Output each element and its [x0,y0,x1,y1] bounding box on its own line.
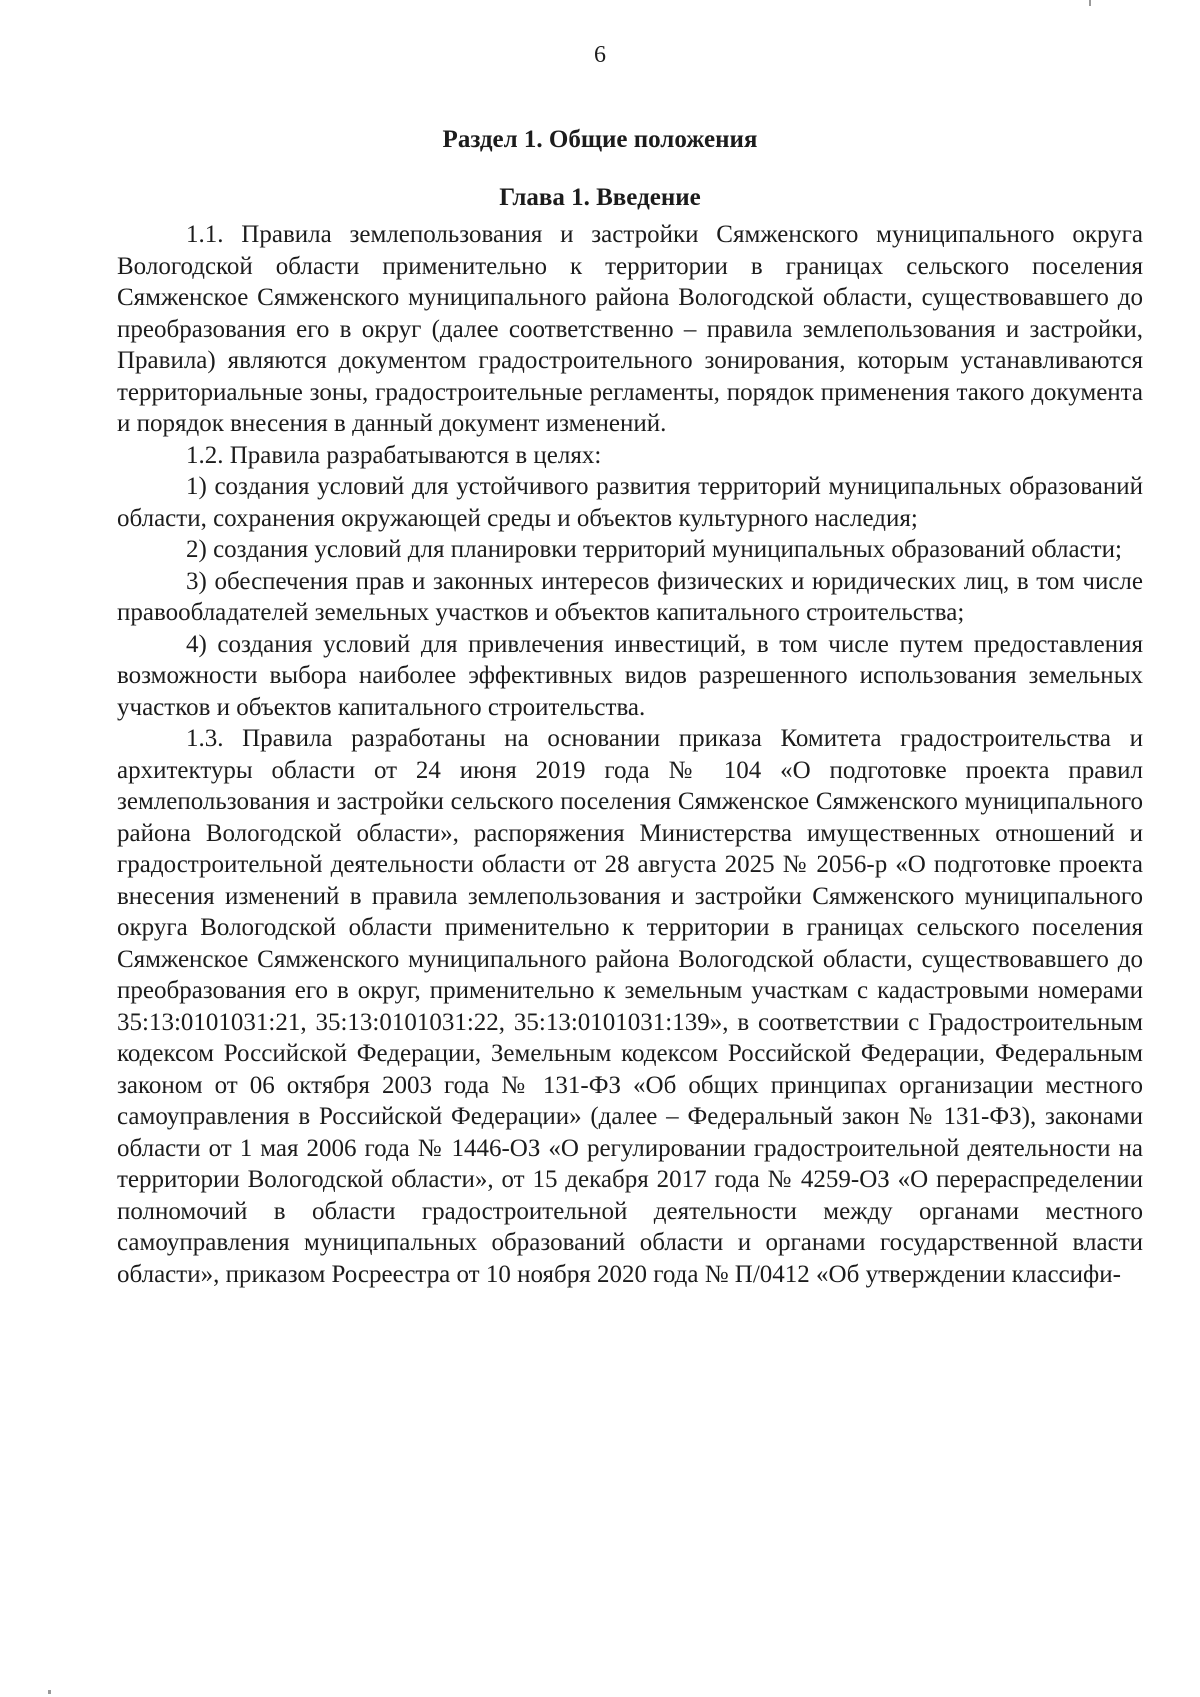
scan-edge-mark-bottom [48,1690,51,1694]
list-item-1: 1) создания условий для устойчивого развития территорий муниципальных образований области, сохранения окружающей среды и объектов культурного наследия; [117,473,1143,532]
paragraph-1-1: 1.1. Правила землепользования и застройки Сямженского муниципального округа Вологодской области применительно к территории в границах сельского поселения Сямженское Сямженского муниципального района Вологодской области, существовавшего до преобразования его в округ (далее соответственно – правила землепользования и застройки, Правила) являются документом градостроительного зонирования, которым устанавливаются территориальные зоны, градостроительные регламенты, порядок применения такого документа и порядок внесения в данный документ изменений. [117,221,1143,437]
document-body [117,219,1143,1290]
paragraph-1-2: 1.2. Правила разрабатываются в целях: [186,441,602,469]
scan-edge-mark-top [1089,0,1091,6]
section-title: Раздел 1. Общие положения [442,126,758,153]
list-item-2: 2) создания условий для планировки территорий муниципальных образований области; [186,536,1122,563]
chapter-title: Глава 1. Введение [499,184,701,211]
list-item-4: 4) создания условий для привлечения инвестиций, в том числе путем предоставления возможности выбора наиболее эффективных видов разрешенного использования земельных участков и объектов капитального строительства. [117,630,1143,721]
list-item-3: 3) обеспечения прав и законных интересов физических и юридических лиц, в том числе правообладателей земельных участков и объектов капитального строительства; [117,567,1143,626]
page-number: 6 [594,42,606,68]
paragraph-1-3: 1.3. Правила разработаны на основании приказа Комитета градостроительства и архитектуры области от 24 июня 2019 года № 104 «О подготовке проекта правил землепользования и застройки сельского поселения Сямженское Сямженского муниципального района Вологодской области», распоряжения Министерства имущественных отношений и градостроительной деятельности области от 28 августа 2025 № 2056-р «О подготовке проекта внесения изменений в правила землепользования и застройки Сямженского муниципального округа Вологодской области применительно к территории в границах сельского поселения Сямженское Сямженского муниципального района Вологодской области, существовавшего до преобразования его в округ, применительно к земельным участкам с кадастровыми номерами 35:13:0101031:21, 35:13:0101031:22, 35:13:0101031:139», в соответствии с Градостроительным кодексом Российской Федерации, Земельным кодексом Российской Федерации, Федеральным законом от 06 октября 2003 года № 131-ФЗ «Об общих принципах организации местного самоуправления в Российской Федерации» (далее – Федеральный закон № 131-ФЗ), законами области от 1 мая 2006 года № 1446-ОЗ «О регулировании градостроительной деятельности на территории Вологодской области», от 15 декабря 2017 года № 4259-ОЗ «О перераспределении полномочий в области градостроительной деятельности между органами местного самоуправления муниципальных образований области и органами государственной власти области», приказом Росреестра от 10 ноября 2020 года № П/0412 «Об утверждении классифи- [117,725,1143,1288]
